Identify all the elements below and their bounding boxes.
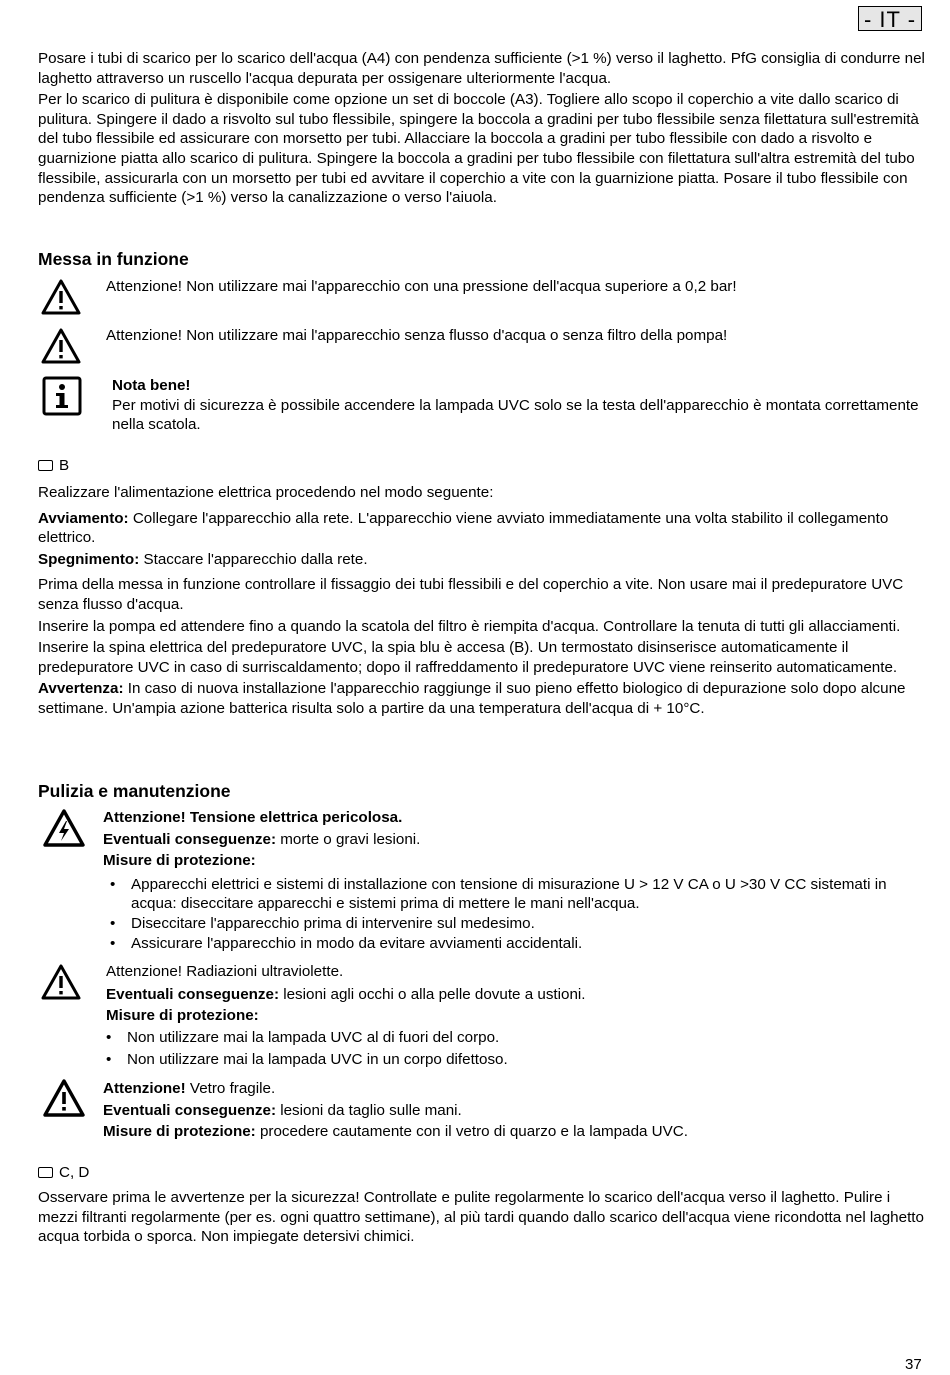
info-note-icon — [42, 376, 82, 416]
consequences-label: Eventuali conseguenze: — [106, 985, 280, 1003]
electric-warning-title: Attenzione! Tensione elettrica pericolosa. — [103, 809, 403, 826]
startup-text: Collegare l'apparecchio alla rete. L'apparecchio viene avviato immediatamente una volta stabilito il collegamento elettrico. — [38, 509, 889, 547]
check-paragraph: Prima della messa in funzione controllare il fissaggio dei tubi flessibili e del coperchio a vite. Non usare mai il predepuratore UVC senza flusso d'acqua. — [38, 576, 904, 613]
shutdown-paragraph — [38, 550, 926, 570]
protection-label: Misure di protezione: — [106, 1007, 259, 1025]
list-item: • Non utilizzare mai la lampada UVC in un corpo difettoso. — [106, 1051, 508, 1069]
warning-triangle-icon — [42, 1078, 86, 1118]
warning-flow-text: Attenzione! Non utilizzare mai l'apparecchio senza flusso d'acqua o senza filtro della pompa! — [106, 327, 728, 344]
protection-list — [110, 875, 926, 953]
figure-ref-label: C, D — [59, 1164, 90, 1181]
intro-section — [38, 49, 926, 208]
bullet: • — [110, 934, 116, 952]
consequences-text: lesioni da taglio sulle mani. — [276, 1101, 462, 1119]
intro-paragraph-1: Posare i tubi di scarico per lo scarico dell'acqua (A4) con pendenza sufficiente (>1 %) verso il laghetto. PfG consiglia di condurre nel laghetto attraverso un ruscello l'acqua depurata per ossigenare ulteriormente l'acqua. — [38, 50, 925, 87]
startup-label: Avviamento: — [38, 509, 129, 527]
consequences-text: morte o gravi lesioni. — [276, 830, 421, 848]
book-icon — [38, 460, 53, 471]
warning-triangle-icon — [40, 963, 82, 1001]
uv-warning-title: Attenzione! Radiazioni ultraviolette. — [106, 963, 344, 980]
uv-warning-block — [106, 962, 926, 1070]
cleaning-paragraph: Osservare prima le avvertenze per la sicurezza! Controllate e pulite regolarmente lo scarico dell'acqua verso il laghetto. Pulire i mezzi filtranti regolarmente (per es. ogni quattro settimane), al più tardi quando dallo scarico dell'acqua viene ricondotta nel laghetto acqua torbida o sporca. Non impiegate detersivi chimici. — [38, 1189, 924, 1246]
list-item: • Non utilizzare mai la lampada UVC al di fuori del corpo. — [106, 1028, 500, 1046]
list-item: • Assicurare l'apparecchio in modo da evitare avviamenti accidentali. — [110, 934, 583, 952]
bullet: • — [106, 1051, 112, 1069]
warning-triangle-icon — [40, 327, 82, 365]
section-heading-pulizia — [38, 780, 926, 802]
startup-paragraph — [38, 509, 926, 548]
language-badge: - IT - — [858, 6, 922, 31]
list-item: • Apparecchi elettrici e sistemi di installazione con tensione di misurazione U > 12 V CA o U >30 V CC sistemati in acqua: diseccitare apparecchi e sistemi prima di mettere le mani nell'acqua. — [110, 875, 887, 913]
figure-reference-cd — [38, 1163, 89, 1183]
note-title: Nota bene! — [112, 377, 191, 394]
warning-triangle-icon — [40, 278, 82, 316]
notice-label: Avvertenza: — [38, 680, 124, 698]
consequences-label: Eventuali conseguenze: — [103, 830, 277, 848]
shutdown-text: Staccare l'apparecchio dalla rete. — [139, 550, 368, 568]
notice-text: In caso di nuova installazione l'apparecchio raggiunge il suo pieno effetto biologico di depurazione solo dopo alcune settimane. Un'ampia azione batterica risulta solo a partire da una temperatura dell'acqua di + 10°C. — [38, 680, 906, 717]
glass-warning-block — [103, 1079, 926, 1142]
note-text: Per motivi di sicurezza è possibile accendere la lampada UVC solo se la testa dell'apparecchio è montata correttamente nella scatola. — [112, 396, 919, 434]
warning-pressure-text: Attenzione! Non utilizzare mai l'apparecchio con una pressione dell'acqua superiore a 0,2 bar! — [106, 278, 737, 295]
figure-ref-label: B — [59, 457, 70, 474]
shutdown-label: Spegnimento: — [38, 550, 140, 568]
operation-section — [38, 483, 926, 719]
pump-paragraph: Inserire la pompa ed attendere fino a quando la scatola del filtro è riempita d'acqua. Controllare la tenuta di tutti gli allacciamenti. — [38, 617, 901, 635]
electric-hazard-icon — [42, 808, 86, 848]
bullet: • — [110, 875, 116, 893]
bullet: • — [110, 914, 116, 932]
note-block — [112, 376, 926, 435]
protection-list — [106, 1028, 926, 1070]
bullet: • — [106, 1028, 112, 1046]
glass-warning-text: Vetro fragile. — [185, 1080, 276, 1097]
consequences-label: Eventuali conseguenze: — [103, 1101, 277, 1119]
protection-label: Misure di protezione: — [103, 1123, 256, 1141]
glass-warning-label: Attenzione! — [103, 1080, 186, 1097]
protection-text: procedere cautamente con il vetro di quarzo e la lampada UVC. — [255, 1123, 688, 1141]
page-number: 37 — [905, 1356, 922, 1373]
book-icon — [38, 1167, 53, 1178]
section-heading-messa — [38, 248, 926, 270]
protection-label: Misure di protezione: — [103, 852, 256, 870]
intro-paragraph-2: Per lo scarico di pulitura è disponibile come opzione un set di boccole (A3). Togliere allo scopo il coperchio a vite dallo scarico di pulitura. Spingere il dado a risvolto sul tubo flessibile, spingere la boccola a gradini per tubo flessibile senza filettatura sull'estremità del tubo flessibile ed assicurare con morsetto per tubi. Allacciare la boccola a gradini per tubo flessibile con dado a risvolto e guarnizione piatta allo scarico di pulitura. Spingere la boccola a gradini per tubo flessibile con filettatura sull'altra estremità del tubo flessibile, assicurarla con un morsetto per tubi ed avvitare il coperchio a vite con la guarnizione piatta. Posare il tubo flessibile con pendenza sufficiente (>1 %) verso la canalizzazione o verso l'aiuola. — [38, 91, 919, 207]
notice-paragraph — [38, 679, 926, 718]
section-title: Pulizia e manutenzione — [38, 781, 231, 801]
power-intro: Realizzare l'alimentazione elettrica procedendo nel modo seguente: — [38, 484, 494, 501]
consequences-text: lesioni agli occhi o alla pelle dovute a ustioni. — [279, 985, 586, 1003]
electric-warning-block — [103, 808, 926, 953]
plug-paragraph: Inserire la spina elettrica del predepuratore UVC, la spia blu è accesa (B). Un termostato disinserisce automaticamente il predepuratore UVC in caso di surriscaldamento; dopo il raffreddamento il predepuratore UVC viene reinserito automaticamente. — [38, 639, 898, 676]
figure-reference-b — [38, 456, 69, 476]
list-item: • Diseccitare l'apparecchio prima di intervenire sul medesimo. — [110, 914, 535, 932]
section-title: Messa in funzione — [38, 249, 189, 269]
